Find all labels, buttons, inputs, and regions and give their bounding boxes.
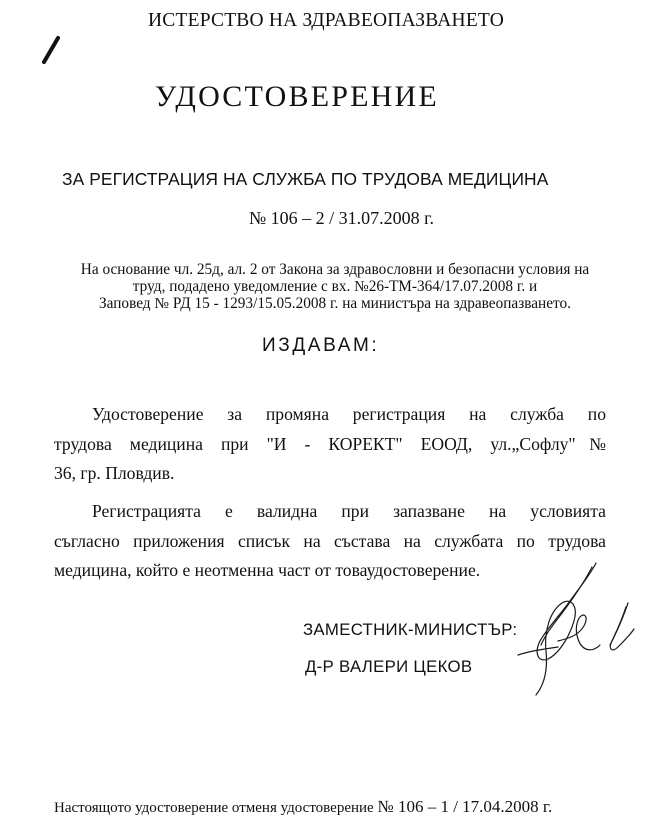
legal-basis-line: Заповед № РД 15 - 1293/15.05.2008 г. на министъра на здравеопазването. [99, 295, 571, 312]
paragraph-line: 36, гр. Пловдив. [54, 463, 175, 483]
signatory-title: ЗАМЕСТНИК-МИНИСТЪР: [303, 620, 518, 639]
handwritten-signature [500, 555, 660, 705]
footer-note [54, 797, 552, 817]
paragraph-line: медицина, който е неотменна част от товаудостоверение. [54, 560, 481, 580]
footer-text: Настоящото удостоверение отменя удостоверение [54, 800, 374, 816]
footer-number: № 106 – 1 / 17.04.2008 г. [377, 797, 553, 816]
paragraph-line: Регистрацията е валидна при запазване на условията [92, 501, 606, 521]
signatory-name: Д-Р ВАЛЕРИ ЦЕКОВ [305, 657, 473, 676]
document-title: УДОСТОВЕРЕНИЕ [155, 80, 439, 113]
ministry-header: ИСТЕРСТВО НА ЗДРАВЕОПАЗВАНЕТО [148, 10, 505, 31]
pen-stroke-mark [36, 34, 76, 68]
issue-heading: ИЗДАВАМ: [262, 335, 380, 356]
body-paragraph-1 [54, 400, 606, 489]
document-subtitle: ЗА РЕГИСТРАЦИЯ НА СЛУЖБА ПО ТРУДОВА МЕДИЦИНА [62, 169, 549, 189]
paragraph-line: Удостоверение за промяна регистрация на служба по [92, 404, 606, 424]
legal-basis-line: труд, подадено уведомление с вх. №26-ТМ-364/17.07.2008 г. и [132, 278, 538, 295]
legal-basis-line: На основание чл. 25д, ал. 2 от Закона за здравословни и безопасни условия на [80, 261, 590, 278]
document-number: № 106 – 2 / 31.07.2008 г. [249, 208, 435, 228]
paragraph-line: трудова медицина при "И - КОРЕКТ" ЕООД, ул.„Софлу"№ [54, 433, 606, 454]
paragraph-line: съгласно приложения списък на състава на службата по трудова [54, 530, 606, 551]
legal-basis [40, 261, 630, 312]
